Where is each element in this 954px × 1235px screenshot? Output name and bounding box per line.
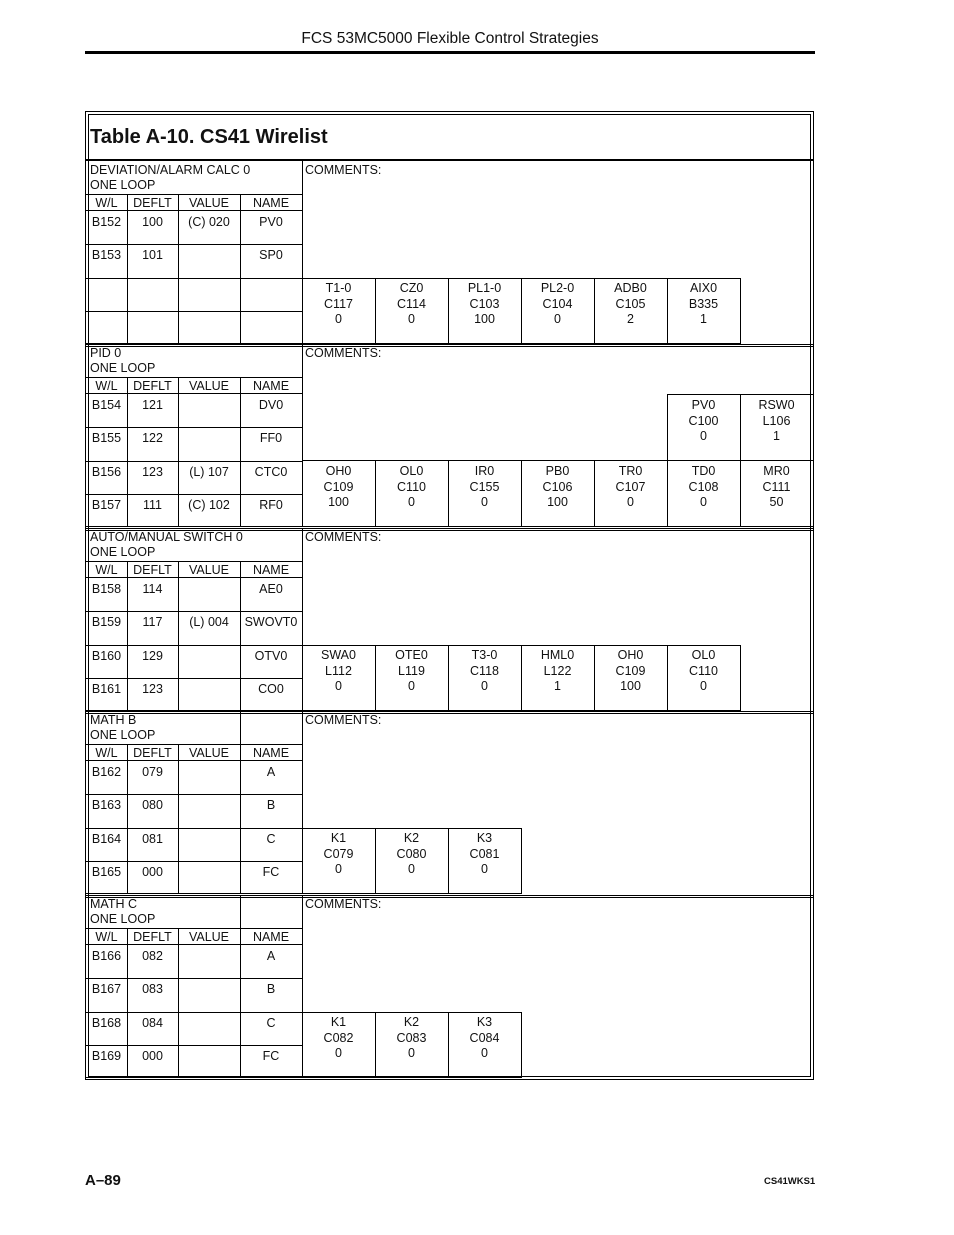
rule-line bbox=[86, 344, 814, 345]
parameter-name: HML0 bbox=[540, 648, 575, 662]
rule-line bbox=[86, 494, 302, 495]
parameter-code: C106 bbox=[542, 479, 573, 494]
table-cell-wl: B168 bbox=[91, 1016, 122, 1030]
table-cell-wl: B160 bbox=[91, 649, 122, 663]
rule-line bbox=[86, 1077, 521, 1078]
column-header-wl: W/L bbox=[95, 746, 118, 760]
rule-line bbox=[86, 711, 814, 712]
rule-line bbox=[240, 895, 241, 928]
column-header-wl: W/L bbox=[95, 563, 118, 577]
rule-line bbox=[521, 1012, 522, 1078]
rule-line bbox=[86, 978, 302, 979]
column-header-wl: W/L bbox=[95, 196, 118, 210]
parameter-code: C111 bbox=[762, 479, 791, 494]
table-cell-value: (L) 107 bbox=[189, 465, 229, 479]
table-cell-deflt: 084 bbox=[142, 1016, 163, 1030]
rule-line bbox=[178, 744, 179, 894]
parameter-value: 1 bbox=[700, 312, 707, 326]
parameter-code: C110 bbox=[397, 479, 426, 494]
header-rule bbox=[85, 51, 815, 54]
rule-line bbox=[86, 346, 814, 347]
table-cell-wl: B169 bbox=[91, 1049, 122, 1063]
table-cell-deflt: 129 bbox=[142, 649, 163, 663]
rule-line bbox=[86, 244, 302, 245]
parameter-name: OH0 bbox=[325, 464, 352, 478]
parameter-code: C107 bbox=[615, 479, 646, 494]
rule-line bbox=[86, 1045, 302, 1046]
parameter-value: 1 bbox=[554, 679, 561, 693]
parameter-name: K1 bbox=[330, 1015, 347, 1029]
rule-line bbox=[740, 278, 741, 344]
table-cell-deflt: 123 bbox=[142, 682, 163, 696]
rule-line bbox=[240, 711, 241, 744]
table-cell-name: SWOVT0 bbox=[244, 615, 298, 629]
parameter-code: C080 bbox=[396, 846, 427, 861]
table-cell-wl: B165 bbox=[91, 865, 122, 879]
table-cell-value: (C) 020 bbox=[188, 215, 230, 229]
table-cell-deflt: 081 bbox=[142, 832, 163, 846]
table-cell-name: C bbox=[266, 832, 276, 846]
parameter-name: ADB0 bbox=[614, 281, 647, 295]
column-header-value: VALUE bbox=[188, 196, 230, 210]
parameter-name: T1-0 bbox=[325, 281, 352, 295]
wirelist-block bbox=[86, 711, 814, 894]
column-header-wl: W/L bbox=[95, 930, 118, 944]
column-header-value: VALUE bbox=[188, 930, 230, 944]
table-cell-wl: B166 bbox=[91, 949, 122, 963]
table-cell-name: PV0 bbox=[259, 215, 283, 229]
table-cell-wl: B157 bbox=[91, 498, 122, 512]
comments-label: COMMENTS: bbox=[305, 713, 382, 727]
column-header-name: NAME bbox=[252, 379, 290, 393]
parameter-value: 50 bbox=[769, 495, 784, 509]
column-header-value: VALUE bbox=[188, 563, 230, 577]
document-code: CS41WKS1 bbox=[764, 1176, 816, 1187]
table-cell-name: CTC0 bbox=[254, 465, 288, 479]
parameter-name: K3 bbox=[476, 1015, 493, 1029]
parameter-value: 0 bbox=[335, 312, 342, 326]
rule-line bbox=[86, 194, 302, 195]
parameter-value: 0 bbox=[408, 679, 415, 693]
table-cell-deflt: 080 bbox=[142, 798, 163, 812]
parameter-value: 0 bbox=[554, 312, 561, 326]
table-cell-name: FC bbox=[262, 1049, 280, 1063]
column-header-deflt: DEFLT bbox=[133, 379, 172, 393]
parameter-value: 0 bbox=[481, 1046, 488, 1060]
table-cell-wl: B154 bbox=[91, 398, 122, 412]
parameter-code: C103 bbox=[469, 296, 500, 311]
parameter-code: C155 bbox=[469, 479, 500, 494]
rule-line bbox=[740, 645, 741, 711]
table-cell-name: DV0 bbox=[258, 398, 284, 412]
table-cell-wl: B159 bbox=[91, 615, 122, 629]
column-header-wl: W/L bbox=[95, 379, 118, 393]
parameter-code: C118 bbox=[470, 663, 499, 678]
parameter-value: 0 bbox=[700, 679, 707, 693]
rule-line bbox=[86, 311, 302, 312]
block-title: PID 0 bbox=[90, 346, 122, 360]
table-cell-name: B bbox=[266, 982, 276, 996]
wirelist-block bbox=[86, 161, 814, 344]
table-cell-deflt: 000 bbox=[142, 865, 163, 879]
parameter-value: 100 bbox=[620, 679, 641, 693]
parameter-name: OL0 bbox=[691, 648, 716, 662]
parameter-value: 0 bbox=[335, 1046, 342, 1060]
parameter-name: RSW0 bbox=[758, 398, 795, 412]
rule-line bbox=[86, 561, 302, 562]
block-subtitle: ONE LOOP bbox=[90, 545, 156, 559]
table-cell-deflt: 111 bbox=[142, 498, 162, 512]
column-header-name: NAME bbox=[252, 746, 290, 760]
parameter-code: C082 bbox=[323, 1030, 354, 1045]
table-cell-name: SP0 bbox=[259, 248, 283, 262]
parameter-name: K1 bbox=[330, 831, 347, 845]
block-title: MATH B bbox=[90, 713, 137, 727]
rule-line bbox=[86, 645, 302, 646]
table-cell-deflt: 100 bbox=[142, 215, 163, 229]
column-header-name: NAME bbox=[252, 930, 290, 944]
rule-line bbox=[86, 928, 302, 929]
parameter-name: TR0 bbox=[618, 464, 643, 478]
parameter-code: C081 bbox=[469, 846, 500, 861]
block-subtitle: ONE LOOP bbox=[90, 178, 156, 192]
table-cell-wl: B156 bbox=[91, 465, 122, 479]
rule-line bbox=[302, 828, 521, 829]
parameter-value: 100 bbox=[328, 495, 349, 509]
rule-line bbox=[86, 861, 302, 862]
parameter-value: 0 bbox=[481, 862, 488, 876]
table-cell-wl: B158 bbox=[91, 582, 122, 596]
table-cell-deflt: 101 bbox=[142, 248, 163, 262]
table-cell-wl: B163 bbox=[91, 798, 122, 812]
column-header-deflt: DEFLT bbox=[133, 196, 172, 210]
parameter-value: 0 bbox=[700, 429, 707, 443]
table-cell-wl: B155 bbox=[91, 431, 122, 445]
block-title: DEVIATION/ALARM CALC 0 bbox=[90, 163, 251, 177]
rule-line bbox=[86, 278, 302, 279]
rule-line bbox=[86, 678, 302, 679]
parameter-code: L112 bbox=[325, 663, 352, 678]
parameter-value: 1 bbox=[773, 429, 780, 443]
table-cell-deflt: 082 bbox=[142, 949, 163, 963]
column-header-name: NAME bbox=[252, 563, 290, 577]
wirelist-block bbox=[86, 528, 814, 711]
table-cell-name: CO0 bbox=[258, 682, 284, 696]
parameter-value: 0 bbox=[408, 1046, 415, 1060]
parameter-value: 0 bbox=[700, 495, 707, 509]
parameter-value: 2 bbox=[627, 312, 634, 326]
table-cell-wl: B161 bbox=[91, 682, 122, 696]
table-cell-value: (C) 102 bbox=[188, 498, 230, 512]
rule-line bbox=[521, 828, 522, 894]
rule-line bbox=[86, 794, 302, 795]
table-cell-name: FF0 bbox=[259, 431, 283, 445]
block-title: MATH C bbox=[90, 897, 137, 911]
rule-line bbox=[86, 377, 302, 378]
table-cell-name: A bbox=[266, 765, 276, 779]
table-cell-name: FC bbox=[262, 865, 280, 879]
parameter-code: C084 bbox=[469, 1030, 500, 1045]
comments-label: COMMENTS: bbox=[305, 897, 382, 911]
parameter-name: OH0 bbox=[617, 648, 644, 662]
wirelist-block bbox=[86, 344, 814, 527]
page-number: A–89 bbox=[85, 1172, 121, 1189]
parameter-code: C117 bbox=[324, 296, 353, 311]
parameter-value: 0 bbox=[481, 495, 488, 509]
column-header-value: VALUE bbox=[188, 379, 230, 393]
parameter-name: AIX0 bbox=[689, 281, 718, 295]
table-cell-wl: B153 bbox=[91, 248, 122, 262]
table-cell-value: (L) 004 bbox=[189, 615, 229, 629]
parameter-code: C114 bbox=[397, 296, 426, 311]
comments-label: COMMENTS: bbox=[305, 346, 382, 360]
table-cell-name: B bbox=[266, 798, 276, 812]
parameter-name: PV0 bbox=[691, 398, 716, 412]
table-cell-deflt: 123 bbox=[142, 465, 163, 479]
column-header-deflt: DEFLT bbox=[133, 563, 172, 577]
comments-label: COMMENTS: bbox=[305, 163, 382, 177]
table-cell-deflt: 117 bbox=[142, 615, 163, 629]
parameter-name: SWA0 bbox=[321, 648, 356, 662]
table-cell-name: OTV0 bbox=[254, 649, 288, 663]
rule-line bbox=[86, 760, 302, 761]
table-title: Table A-10. CS41 Wirelist bbox=[90, 126, 328, 148]
parameter-code: C100 bbox=[688, 413, 719, 428]
parameter-name: MR0 bbox=[763, 464, 790, 478]
parameter-name: OTE0 bbox=[395, 648, 428, 662]
parameter-code: C109 bbox=[615, 663, 646, 678]
rule-line bbox=[813, 394, 814, 460]
parameter-name: PL1-0 bbox=[467, 281, 502, 295]
table-cell-name: AE0 bbox=[259, 582, 283, 596]
rule-line bbox=[86, 427, 302, 428]
block-title: AUTO/MANUAL SWITCH 0 bbox=[90, 530, 243, 544]
table-cell-name: RF0 bbox=[259, 498, 283, 512]
table-cell-wl: B152 bbox=[91, 215, 122, 229]
table-cell-deflt: 079 bbox=[142, 765, 163, 779]
rule-line bbox=[813, 461, 814, 527]
parameter-value: 100 bbox=[474, 312, 495, 326]
block-subtitle: ONE LOOP bbox=[90, 728, 156, 742]
rule-line bbox=[302, 460, 814, 461]
parameter-name: IR0 bbox=[474, 464, 495, 478]
parameter-value: 0 bbox=[408, 862, 415, 876]
parameter-code: C079 bbox=[323, 846, 354, 861]
comments-label: COMMENTS: bbox=[305, 530, 382, 544]
table-cell-deflt: 122 bbox=[142, 431, 163, 445]
parameter-code: L122 bbox=[543, 663, 572, 678]
rule-line bbox=[86, 944, 302, 945]
rule-line bbox=[86, 528, 814, 529]
parameter-name: K3 bbox=[476, 831, 493, 845]
parameter-name: CZ0 bbox=[399, 281, 424, 295]
parameter-name: PB0 bbox=[545, 464, 570, 478]
parameter-value: 100 bbox=[547, 495, 568, 509]
parameter-code: C109 bbox=[323, 479, 354, 494]
table-cell-deflt: 114 bbox=[142, 582, 163, 596]
table-cell-wl: B164 bbox=[91, 832, 122, 846]
table-cell-deflt: 121 bbox=[142, 398, 163, 412]
parameter-code: B335 bbox=[688, 296, 719, 311]
rule-line bbox=[86, 611, 302, 612]
block-subtitle: ONE LOOP bbox=[90, 361, 156, 375]
parameter-code: C104 bbox=[542, 296, 573, 311]
rule-line bbox=[86, 461, 302, 462]
page-header: FCS 53MC5000 Flexible Control Strategies bbox=[301, 30, 599, 47]
parameter-value: 0 bbox=[408, 312, 415, 326]
rule-line bbox=[86, 744, 302, 745]
parameter-code: C105 bbox=[615, 296, 646, 311]
rule-line bbox=[86, 897, 814, 898]
table-cell-wl: B167 bbox=[91, 982, 122, 996]
table-cell-wl: B162 bbox=[91, 765, 122, 779]
parameter-value: 0 bbox=[408, 495, 415, 509]
parameter-value: 0 bbox=[335, 679, 342, 693]
table-cell-deflt: 083 bbox=[142, 982, 163, 996]
parameter-code: C108 bbox=[688, 479, 719, 494]
wirelist-block bbox=[86, 895, 814, 1078]
parameter-value: 0 bbox=[335, 862, 342, 876]
parameter-value: 0 bbox=[481, 679, 488, 693]
rule-line bbox=[178, 561, 179, 711]
parameter-code: L119 bbox=[398, 663, 425, 678]
parameter-name: K2 bbox=[403, 831, 420, 845]
rule-line bbox=[86, 713, 814, 714]
column-header-value: VALUE bbox=[188, 746, 230, 760]
rule-line bbox=[302, 1012, 521, 1013]
column-header-deflt: DEFLT bbox=[133, 746, 172, 760]
column-header-name: NAME bbox=[252, 196, 290, 210]
rule-line bbox=[86, 393, 302, 394]
rule-line bbox=[86, 1012, 302, 1013]
parameter-code: C110 bbox=[689, 663, 718, 678]
parameter-name: K2 bbox=[403, 1015, 420, 1029]
table-cell-deflt: 000 bbox=[142, 1049, 163, 1063]
table-cell-name: C bbox=[266, 1016, 276, 1030]
parameter-name: TD0 bbox=[691, 464, 716, 478]
rule-line bbox=[86, 577, 302, 578]
rule-line bbox=[86, 828, 302, 829]
rule-line bbox=[86, 210, 302, 211]
block-subtitle: ONE LOOP bbox=[90, 912, 156, 926]
rule-line bbox=[86, 893, 521, 894]
parameter-value: 0 bbox=[627, 495, 634, 509]
parameter-name: T3-0 bbox=[471, 648, 498, 662]
parameter-code: L106 bbox=[762, 413, 791, 428]
rule-line bbox=[178, 928, 179, 1078]
rule-line bbox=[86, 526, 813, 527]
parameter-name: OL0 bbox=[399, 464, 424, 478]
rule-line bbox=[86, 895, 814, 896]
table-cell-name: A bbox=[266, 949, 276, 963]
parameter-code: C083 bbox=[396, 1030, 427, 1045]
column-header-deflt: DEFLT bbox=[133, 930, 172, 944]
parameter-name: PL2-0 bbox=[540, 281, 575, 295]
